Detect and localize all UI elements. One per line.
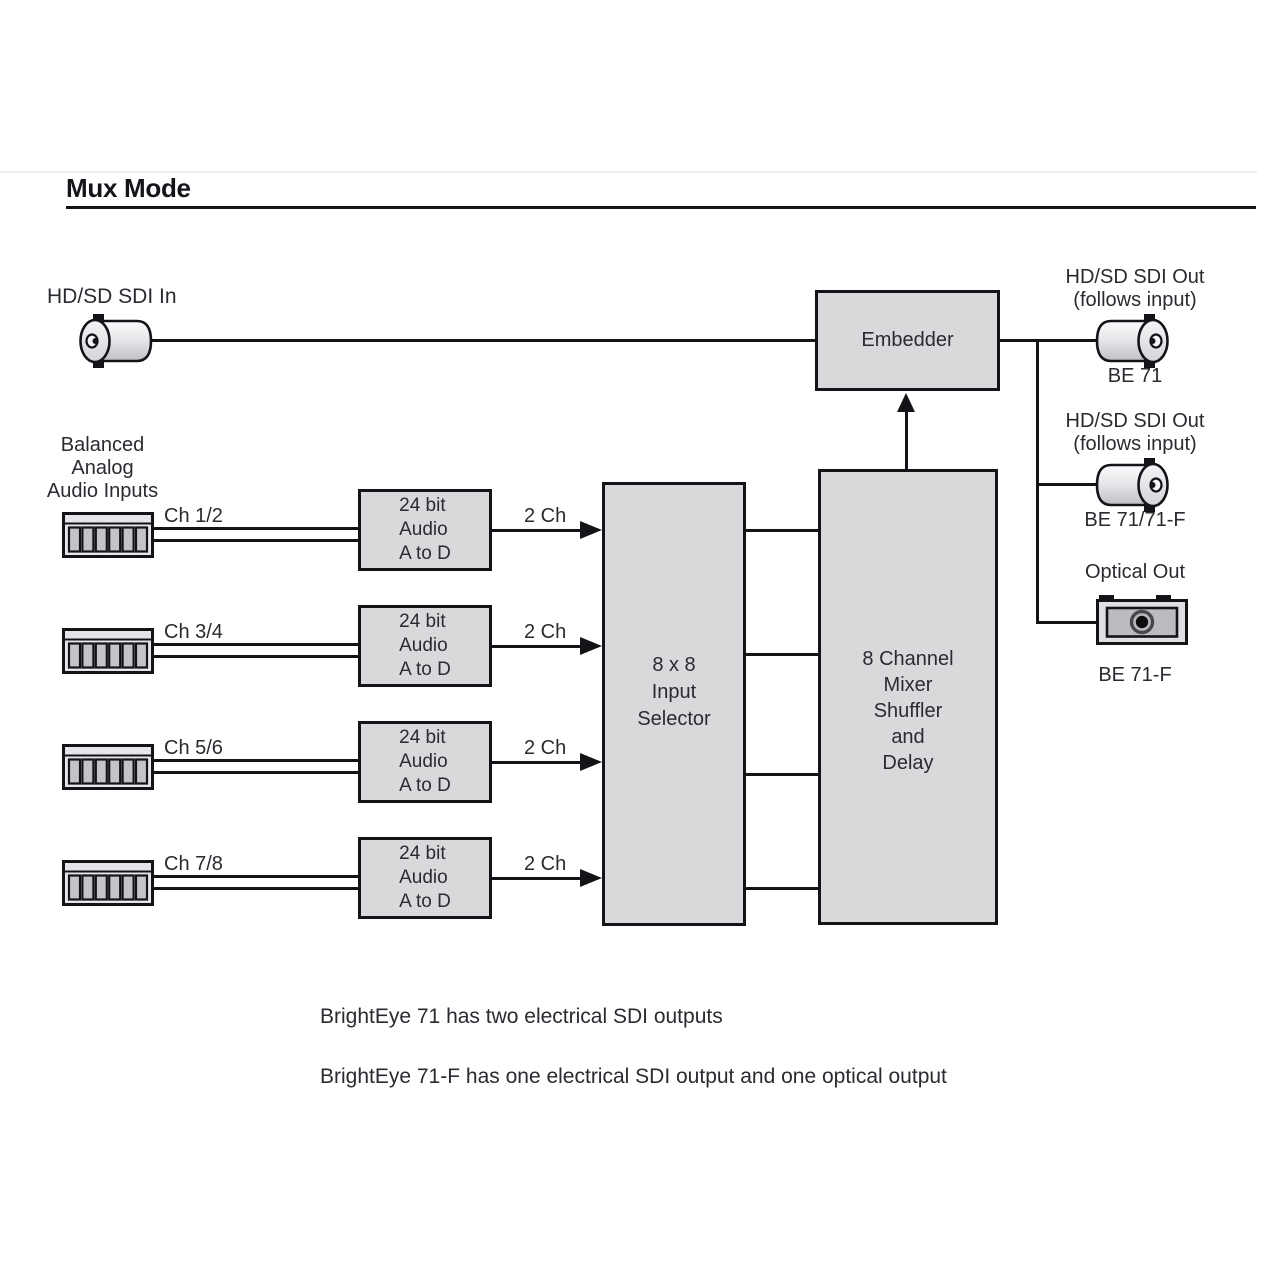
bus-wire-2 [746,653,818,656]
channel-3-label: Ch 5/6 [164,737,223,759]
input-selector-label: 8 x 8 Input Selector [637,653,711,730]
channel-4-arrow-wire [492,877,580,880]
terminal-block-icon [62,628,154,674]
adc-box-1-label: 24 bit Audio A to D [399,495,451,564]
audio-inputs-heading-line-2: Analog [71,457,134,479]
channel-1-label: Ch 1/2 [164,505,223,527]
channel-1-arrowhead [580,521,602,539]
wire-optical-out [1036,621,1098,624]
sdi-out-2-heading-line-1: HD/SD SDI Out [1065,410,1205,432]
channel-2-wire-b [152,655,360,658]
audio-inputs-heading-line-1: Balanced [60,434,145,456]
adc-box-3-label: 24 bit Audio A to D [399,727,451,796]
audio-inputs-heading-line-3: Audio Inputs [46,480,159,502]
bus-wire-1 [746,529,818,532]
adc-box-3 [358,721,492,803]
wire-sdi-out-1 [998,339,1097,342]
terminal-block-icon [62,512,154,558]
adc-box-1 [358,489,492,571]
channel-3-arrowhead [580,753,602,771]
sdi-in-label: HD/SD SDI In [47,285,177,308]
footnote-be71f: BrightEye 71-F has one electrical SDI output and one optical output [320,1065,947,1088]
sdi-out-2-heading-line-2: (follows input) [1073,433,1197,455]
sdi-out-1-heading-line-2: (follows input) [1073,289,1197,311]
channel-4-wire-a [152,875,360,878]
channel-3-wire-b [152,771,360,774]
channel-2-wire-a [152,643,360,646]
channel-3-wire-a [152,759,360,762]
bnc-connector-icon [1094,313,1170,369]
channel-1-wire-b [152,539,360,542]
page-title: Mux Mode [66,173,191,203]
adc-box-2-label: 24 bit Audio A to D [399,611,451,680]
bnc-connector-icon [78,313,154,369]
adc-box-4-label: 24 bit Audio A to D [399,843,451,912]
adc-box-4 [358,837,492,919]
channel-1-arrow-wire [492,529,580,532]
optical-connector-icon [1096,594,1188,646]
sdi-out-1-heading-line-1: HD/SD SDI Out [1065,266,1205,288]
embedder-box [815,290,1000,391]
arrowhead-up-embedder [897,393,915,412]
channel-4-wire-b [152,887,360,890]
wire-sdi-in [151,339,818,342]
footnote-be71: BrightEye 71 has two electrical SDI outputs [320,1005,723,1028]
optical-out-heading: Optical Out [1084,561,1186,583]
channel-2-2ch-label: 2 Ch [524,621,567,643]
wire-sdi-out-2 [1036,483,1098,486]
channel-1-wire-a [152,527,360,530]
channel-3-arrow-wire [492,761,580,764]
device-label-be71: BE 71 [1107,365,1163,387]
terminal-block-icon [62,744,154,790]
bus-wire-3 [746,773,818,776]
channel-2-arrow-wire [492,645,580,648]
audio-inputs-heading [25,434,180,503]
channel-4-2ch-label: 2 Ch [524,853,567,875]
mixer-label: 8 Channel Mixer Shuffler and Delay [862,648,954,774]
bnc-connector-icon [1094,457,1170,513]
wire-output-branch [1036,339,1039,624]
mixer-box [818,469,998,925]
adc-box-2 [358,605,492,687]
channel-1-2ch-label: 2 Ch [524,505,567,527]
channel-4-arrowhead [580,869,602,887]
input-selector-box [602,482,746,926]
channel-2-label: Ch 3/4 [164,621,223,643]
device-label-be71-71f: BE 71/71-F [1084,509,1186,531]
channel-2-arrowhead [580,637,602,655]
bus-wire-4 [746,887,818,890]
embedder-label: Embedder [861,329,954,351]
terminal-block-icon [62,860,154,906]
channel-4-label: Ch 7/8 [164,853,223,875]
channel-3-2ch-label: 2 Ch [524,737,567,759]
title-underline [66,206,1256,209]
device-label-be71f: BE 71-F [1098,664,1172,686]
wire-mixer-to-embedder [905,411,908,469]
